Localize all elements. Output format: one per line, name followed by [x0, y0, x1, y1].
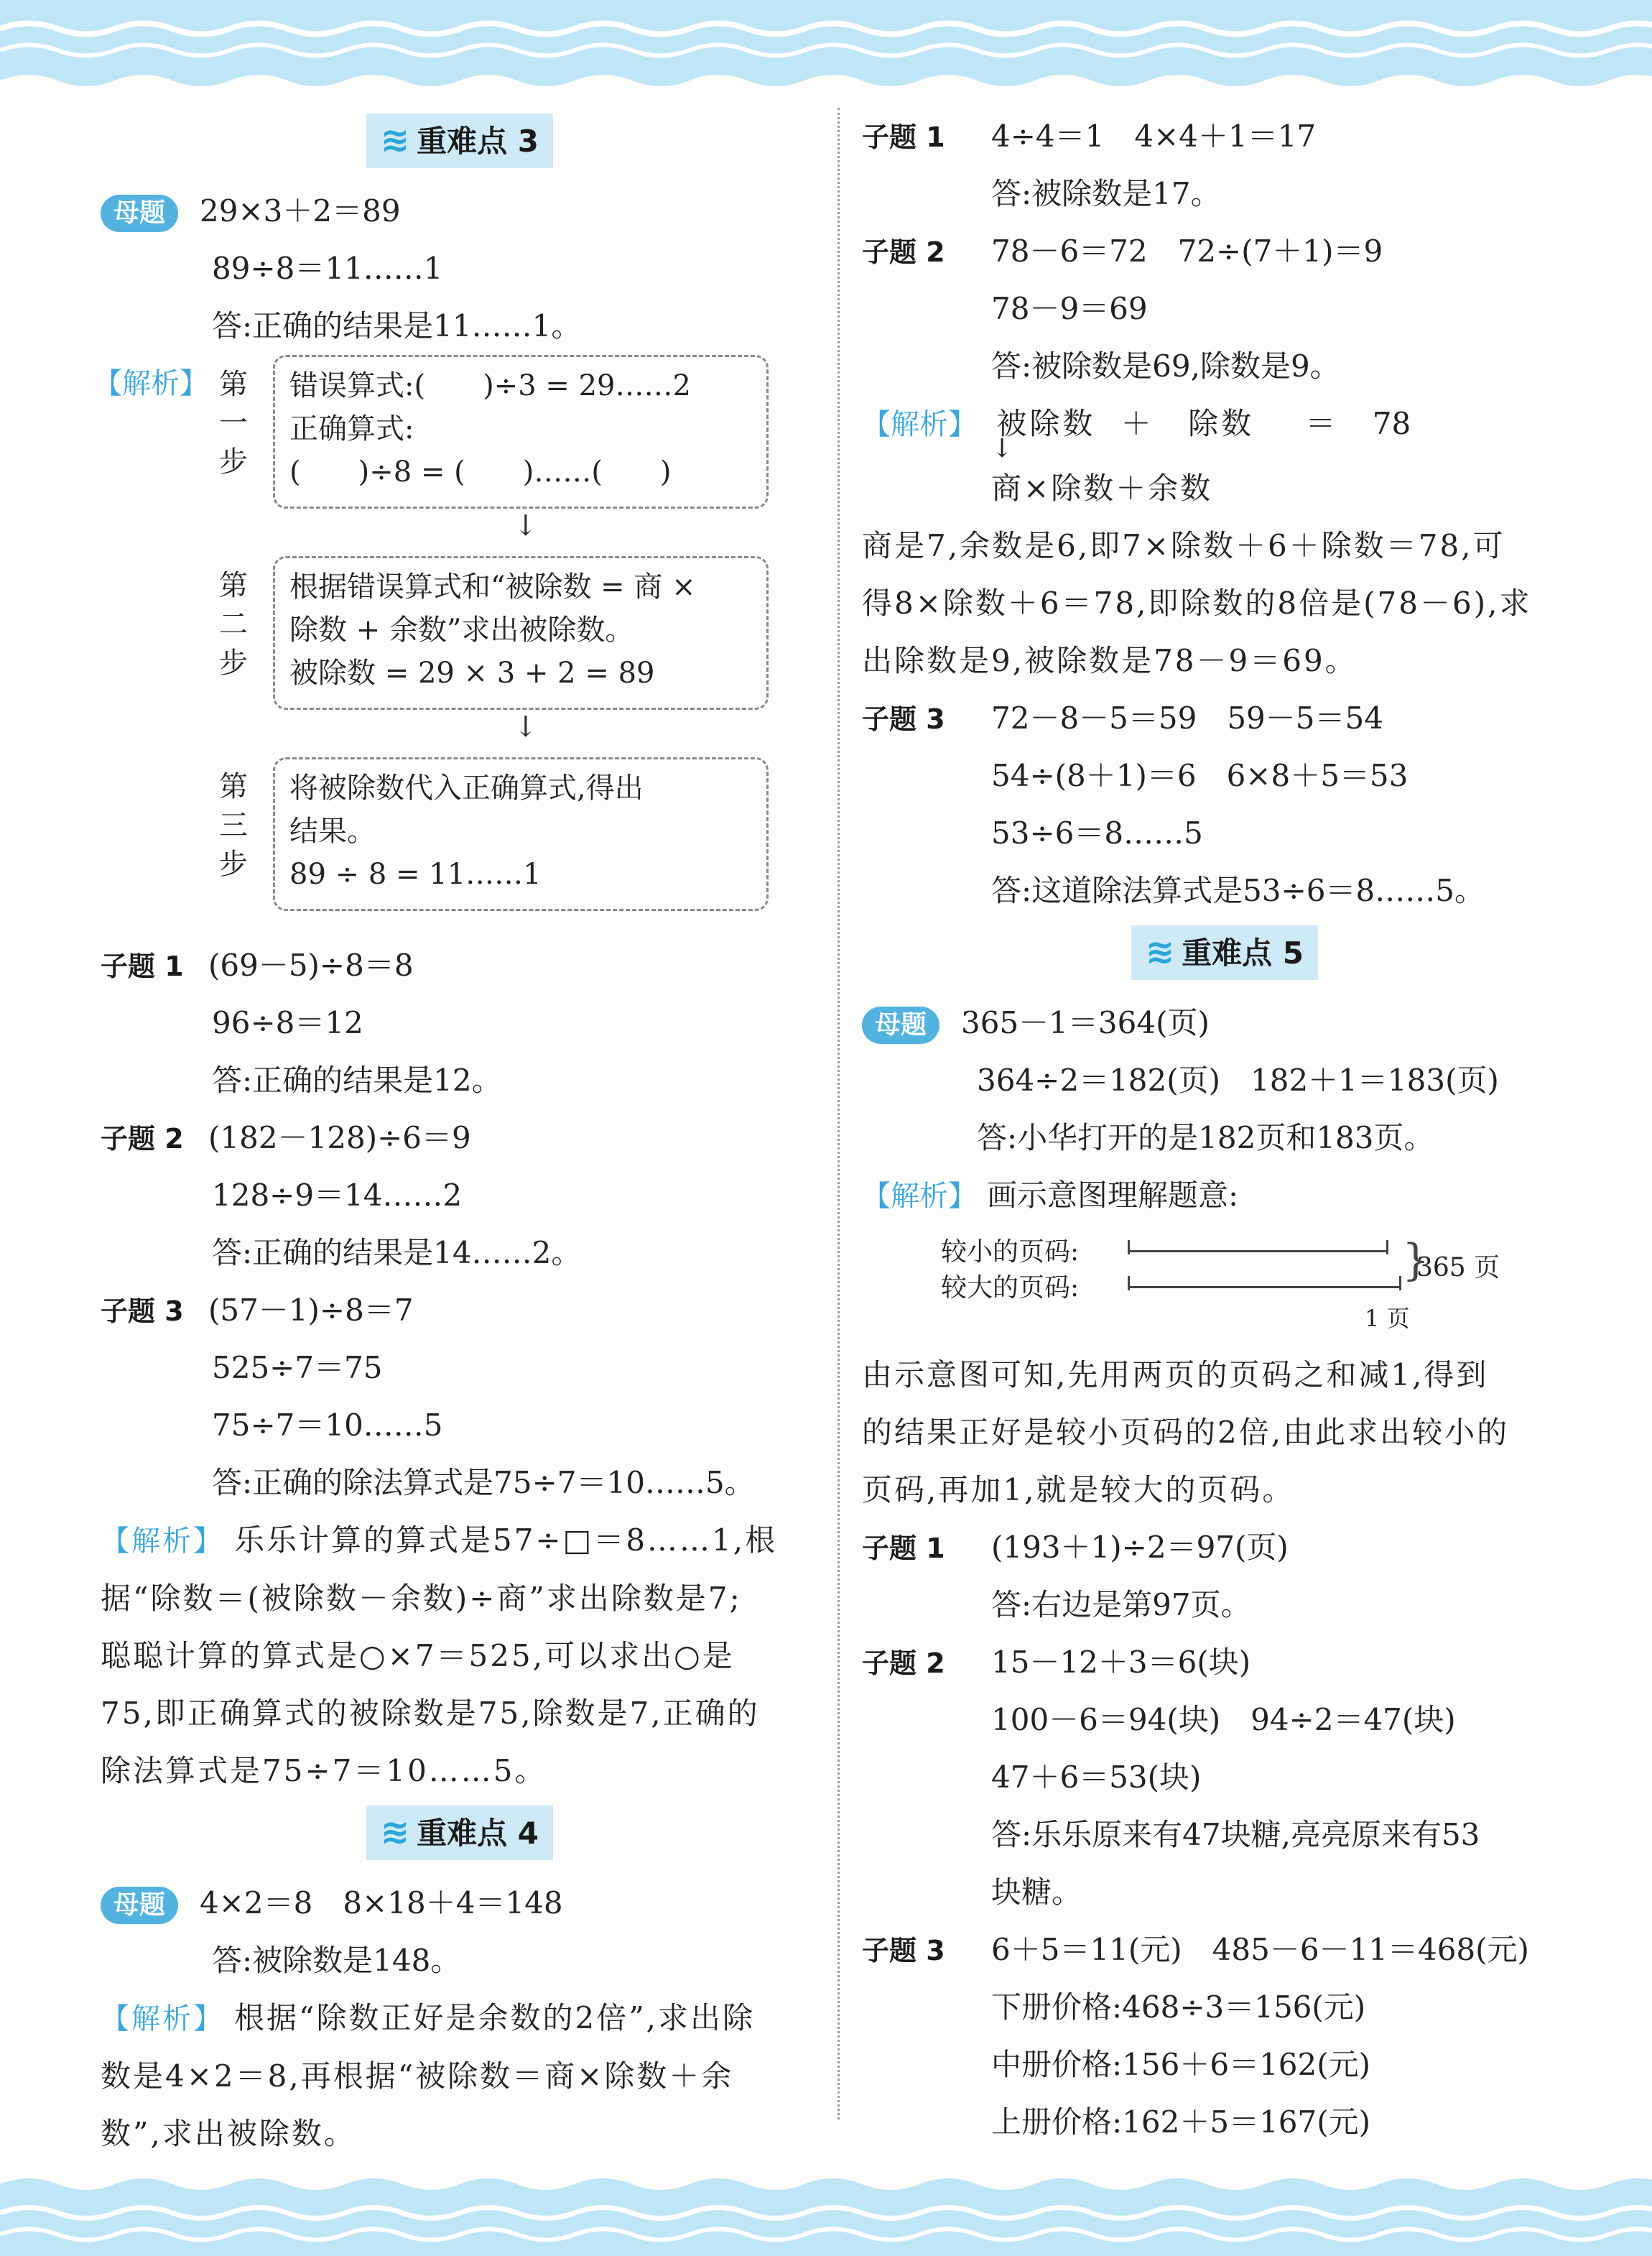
jiexi-paragraph-3: 【解析】 乐乐计算的算式是57÷□＝8……1,根 据“除数＝(被除数－余数)÷商”求出除数是7; 聪聪计算的算式是○×7＝525,可以求出○是 75,即正确算式的被除数是75,除数是7,正确的 除法算式是75÷7＝10……5。 [101, 1522, 778, 1788]
zi-ti-2: 子题 2 15－12＋3＝6(块) [862, 1645, 1251, 1680]
jiexi-intro: 【解析】 画示意图理解题意: [862, 1178, 1239, 1213]
jiexi-paragraph-4: 【解析】 根据“除数正好是余数的2倍”,求出除 数是4×2＝8,再根据“被除数＝商×除数＋余 数”,求出被除数。 [101, 2000, 756, 2151]
zi-ti-3-line: 525÷7＝75 [212, 1350, 383, 1385]
tick [1386, 1240, 1388, 1254]
left-column [93, 108, 819, 2163]
zi-ti-1: 子题 1 (69－5)÷8＝8 [101, 948, 414, 983]
column-divider [837, 108, 840, 2119]
zi-ti-3-answer: 答:正确的除法算式是75÷7＝10……5。 [212, 1465, 755, 1500]
section-heading-5: ≋ 重难点 5 [862, 925, 1587, 994]
down-arrow-icon: ↓ [514, 509, 538, 542]
muti-badge: 母题 [101, 1887, 178, 1924]
step-label-3: 第 三 步 [219, 770, 248, 881]
muti-line: 364÷2＝182(页) 182＋1＝183(页) [977, 1063, 1499, 1098]
muti-answer: 答:小华打开的是182页和183页。 [977, 1120, 1434, 1155]
tick [1128, 1240, 1130, 1254]
tick [1399, 1276, 1401, 1290]
right-column [862, 108, 1587, 2151]
zi-ti-1-line: 96÷8＝12 [212, 1005, 363, 1040]
zi-ti-2-line: 128÷9＝14……2 [212, 1178, 463, 1213]
zi-ti-1: 子题 1 4÷4＝1 4×4＋1＝17 [862, 119, 1317, 154]
muti-line: 89÷8＝11……1 [212, 251, 443, 286]
section-heading-3: ≋ 重难点 3 [101, 114, 819, 182]
zi-ti-3-line: 53÷6＝8……5 [991, 815, 1203, 851]
zi-ti-2-answer: 块糖。 [991, 1874, 1082, 1910]
muti-line: 母题 365－1＝364(页) [862, 994, 1587, 1052]
muti-answer: 答:正确的结果是11……1。 [212, 308, 582, 343]
muti-badge: 母题 [101, 195, 178, 232]
zi-ti-3-line: 中册价格:156＋6＝162(元) [991, 2047, 1370, 2082]
page-diagram: 较小的页码: 较大的页码: } 365 页 1 页 [941, 1235, 1500, 1332]
zi-ti-3: 子题 3 (57－1)÷8＝7 [101, 1293, 414, 1328]
zi-ti-1: 子题 1 (193＋1)÷2＝97(页) [862, 1530, 1289, 1565]
step-flow [215, 355, 790, 930]
zi-ti-1-answer: 答:被除数是17。 [991, 176, 1221, 211]
down-arrow-icon: ↓ [514, 711, 538, 744]
zi-ti-3-answer: 答:这道除法算式是53÷6＝8……5。 [991, 873, 1485, 908]
bottom-wave-banner [0, 2177, 1652, 2256]
section-heading-4: ≋ 重难点 4 [101, 1806, 819, 1874]
jiexi-label: 【解析】 [93, 367, 208, 400]
brace-icon: } [1402, 1235, 1430, 1285]
muti-answer: 答:被除数是148。 [212, 1943, 461, 1978]
muti-line: 母题 29×3＋2＝89 [101, 182, 819, 240]
zi-ti-2: 子题 2 (182－128)÷6＝9 [101, 1120, 471, 1155]
step-box-3: 将被除数代入正确算式,得出 结果。 89 ÷ 8 = 11……1 [273, 757, 769, 911]
jiexi-equation: 【解析】 被除数 ＋ 除数 ＝ 78 [862, 406, 1411, 441]
zi-ti-2-answer: 答:被除数是69,除数是9。 [991, 348, 1340, 384]
large-bar [1129, 1286, 1401, 1288]
steps-analysis [93, 355, 819, 937]
zi-ti-2-line: 47＋6＝53(块) [991, 1760, 1202, 1795]
small-bar [1129, 1250, 1388, 1252]
zi-ti-1-answer: 答:正确的结果是12。 [212, 1063, 502, 1098]
zi-ti-3-line: 下册价格:468÷3＝156(元) [991, 1989, 1366, 2025]
zi-ti-3-line: 上册价格:162＋5＝167(元) [991, 2104, 1370, 2140]
zi-ti-2-line: 78－9＝69 [991, 291, 1148, 326]
jiexi-sub: 商×除数＋余数 [991, 471, 1213, 506]
zi-ti-2-answer: 答:正确的结果是14……2。 [212, 1235, 582, 1270]
jiexi-paragraph-5: 由示意图可知,先用两页的页码之和减1,得到 的结果正好是较小页码的2倍,由此求出较小的 页码,再加1,就是较大的页码。 [862, 1357, 1510, 1507]
muti-line: 母题 4×2＝8 8×18＋4＝148 [101, 1874, 819, 1932]
wave-icon: ≋ [380, 120, 410, 160]
zi-ti-2-line: 100－6＝94(块) 94÷2＝47(块) [991, 1702, 1456, 1737]
zi-ti-3-line: 54÷(8＋1)＝6 6×8＋5＝53 [991, 758, 1409, 793]
step-label-2: 第 二 步 [219, 569, 248, 680]
wave-icon: ≋ [380, 1812, 410, 1852]
zi-ti-2: 子题 2 78－6＝72 72÷(7＋1)＝9 [862, 234, 1383, 269]
jiexi-paragraph-r2: 商是7,余数是6,即7×除数＋6＋除数＝78,可 得8×除数＋6＝78,即除数的8倍是(78－6),求 出除数是9,被除数是78－9＝69。 [862, 528, 1532, 678]
step-label-1: 第 一 步 [219, 368, 248, 479]
zi-ti-3-line: 75÷7＝10……5 [212, 1407, 443, 1443]
zi-ti-3: 子题 3 72－8－5＝59 59－5＝54 [862, 701, 1383, 736]
zi-ti-3: 子题 3 6＋5＝11(元) 485－6－11＝468(元) [862, 1932, 1529, 1967]
zi-ti-2-answer: 答:乐乐原来有47块糖,亮亮原来有53 [991, 1817, 1480, 1852]
down-arrow-icon: ↓ [991, 434, 1013, 463]
wave-icon: ≋ [1145, 932, 1175, 972]
top-wave-banner [0, 0, 1652, 86]
muti-badge: 母题 [862, 1007, 939, 1044]
step-box-1: 错误算式:( )÷3 = 29……2 正确算式: ( )÷8 = ( )……( ) [273, 355, 769, 509]
zi-ti-1-answer: 答:右边是第97页。 [991, 1587, 1251, 1622]
step-box-2: 根据错误算式和“被除数 = 商 × 除数 + 余数”求出被除数。 被除数 = 29 × 3 + 2 = 89 [273, 556, 769, 710]
tick [1128, 1276, 1130, 1290]
